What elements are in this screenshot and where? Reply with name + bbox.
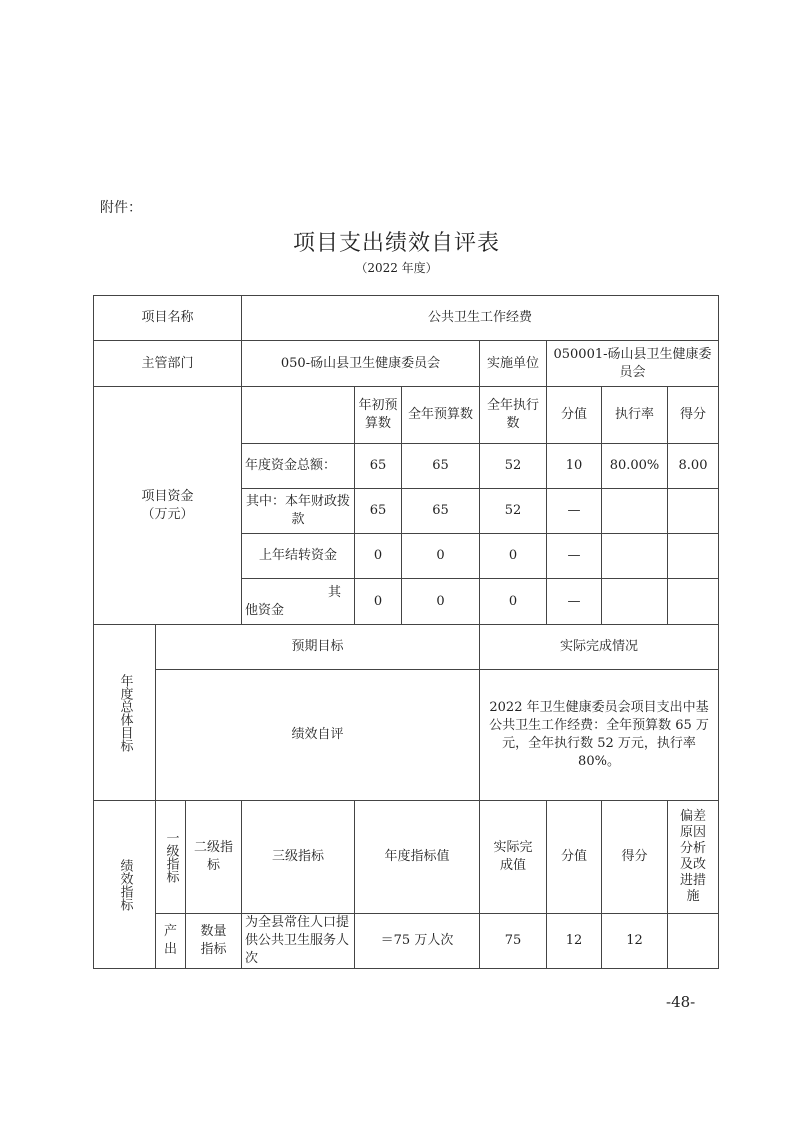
- header-deviation: [668, 801, 719, 914]
- indicator-level3: 为全县常住人口提供公共卫生服务人次: [242, 914, 355, 969]
- funds-header-row: [94, 387, 719, 444]
- header-annual-budget: 全年预算数: [402, 387, 480, 444]
- header-level3: 三级指标: [242, 801, 355, 914]
- expected-goal-header: 预期目标: [156, 625, 480, 670]
- funds-row-label: 年度资金总额：: [242, 444, 355, 489]
- department-label: 主管部门: [94, 341, 242, 387]
- header-actual-value: 实际完成值: [480, 801, 547, 914]
- funds-annual: 0: [402, 534, 480, 579]
- header-level2: 二级指标: [186, 801, 242, 914]
- funds-executed: 52: [480, 489, 547, 534]
- indicator-level1: [156, 914, 186, 969]
- funds-row-label: 上年结转资金: [242, 534, 355, 579]
- funds-row-label: [242, 579, 355, 625]
- indicators-section-text: 绩效指标: [117, 858, 133, 911]
- funds-executed: 0: [480, 579, 547, 625]
- header-score: 得分: [668, 387, 719, 444]
- goals-header-row: [94, 625, 719, 670]
- funds-rate: [602, 489, 668, 534]
- indicator-score: 12: [602, 914, 668, 969]
- indicator-level2-text: 数量指标: [200, 924, 227, 957]
- funds-score: 8.00: [668, 444, 719, 489]
- indicator-row: [94, 914, 719, 969]
- header-execution-rate: 执行率: [602, 387, 668, 444]
- funds-executed: 52: [480, 444, 547, 489]
- funds-annual: 0: [402, 579, 480, 625]
- page-subtitle: （2022 年度）: [355, 261, 438, 275]
- expected-goal-value: 绩效自评: [156, 670, 480, 801]
- funds-score-value: 10: [547, 444, 602, 489]
- funds-label-line2: （万元）: [141, 506, 194, 522]
- actual-completion-value: 2022 年卫生健康委员会项目支出中基公共卫生工作经费：全年预算数 65 万元，全年执行数 52 万元，执行率 80%。: [480, 670, 719, 801]
- funds-executed: 0: [480, 534, 547, 579]
- header-score: 得分: [602, 801, 668, 914]
- funds-score-value: —: [547, 579, 602, 625]
- funds-initial: 65: [355, 489, 402, 534]
- performance-table: [93, 295, 719, 969]
- funds-initial: 0: [355, 579, 402, 625]
- header-level1-text: 一级指标: [163, 831, 179, 883]
- indicator-level1-text: 产出: [163, 924, 177, 957]
- actual-completion-header: 实际完成情况: [480, 625, 719, 670]
- funds-rate: 80.00%: [602, 444, 668, 489]
- header-score-value: 分值: [547, 387, 602, 444]
- funds-initial: 0: [355, 534, 402, 579]
- header-initial-budget: 年初预算数: [355, 387, 402, 444]
- header-deviation-text: 偏差原因分析及改进措施: [679, 809, 706, 904]
- department-row: [94, 341, 719, 387]
- funds-annual: 65: [402, 444, 480, 489]
- page-number: -48-: [666, 993, 696, 1011]
- project-name-value: 公共卫生工作经费: [242, 296, 719, 341]
- indicators-header-row: [94, 801, 719, 914]
- funds-score: [668, 534, 719, 579]
- other-funds-label-part2: 他资金: [245, 602, 285, 618]
- header-annual-target: 年度指标值: [355, 801, 480, 914]
- indicators-section-label: [94, 801, 156, 969]
- funds-rate: [602, 579, 668, 625]
- project-name-row: [94, 296, 719, 341]
- project-name-label: 项目名称: [94, 296, 242, 341]
- funds-row-label: 其中：本年财政拨款: [242, 489, 355, 534]
- goals-section-text: 年度总体目标: [117, 673, 133, 752]
- goals-section-label: [94, 625, 156, 801]
- indicator-deviation: [668, 914, 719, 969]
- funds-annual: 65: [402, 489, 480, 534]
- indicator-target: ＝75 万人次: [355, 914, 480, 969]
- funds-score: [668, 489, 719, 534]
- funds-initial: 65: [355, 444, 402, 489]
- header-score-value: 分值: [547, 801, 602, 914]
- indicator-level2: [186, 914, 242, 969]
- funds-label-line1: 项目资金: [141, 488, 194, 504]
- attachment-label: 附件：: [100, 200, 142, 216]
- department-value: 050-砀山县卫生健康委员会: [242, 341, 480, 387]
- header-level1: [156, 801, 186, 914]
- implementing-unit-label: 实施单位: [480, 341, 547, 387]
- funds-rate: [602, 534, 668, 579]
- header-annual-executed: 全年执行数: [480, 387, 547, 444]
- funds-header-blank: [242, 387, 355, 444]
- funds-score: [668, 579, 719, 625]
- indicator-score-value: 12: [547, 914, 602, 969]
- other-funds-label-part1: 其: [327, 584, 341, 600]
- funds-score-value: —: [547, 489, 602, 534]
- funds-section-label: [94, 387, 242, 625]
- indicator-actual: 75: [480, 914, 547, 969]
- goals-content-row: [94, 670, 719, 801]
- funds-score-value: —: [547, 534, 602, 579]
- page-title: 项目支出绩效自评表: [292, 231, 500, 256]
- implementing-unit-value: 050001-砀山县卫生健康委员会: [547, 341, 719, 387]
